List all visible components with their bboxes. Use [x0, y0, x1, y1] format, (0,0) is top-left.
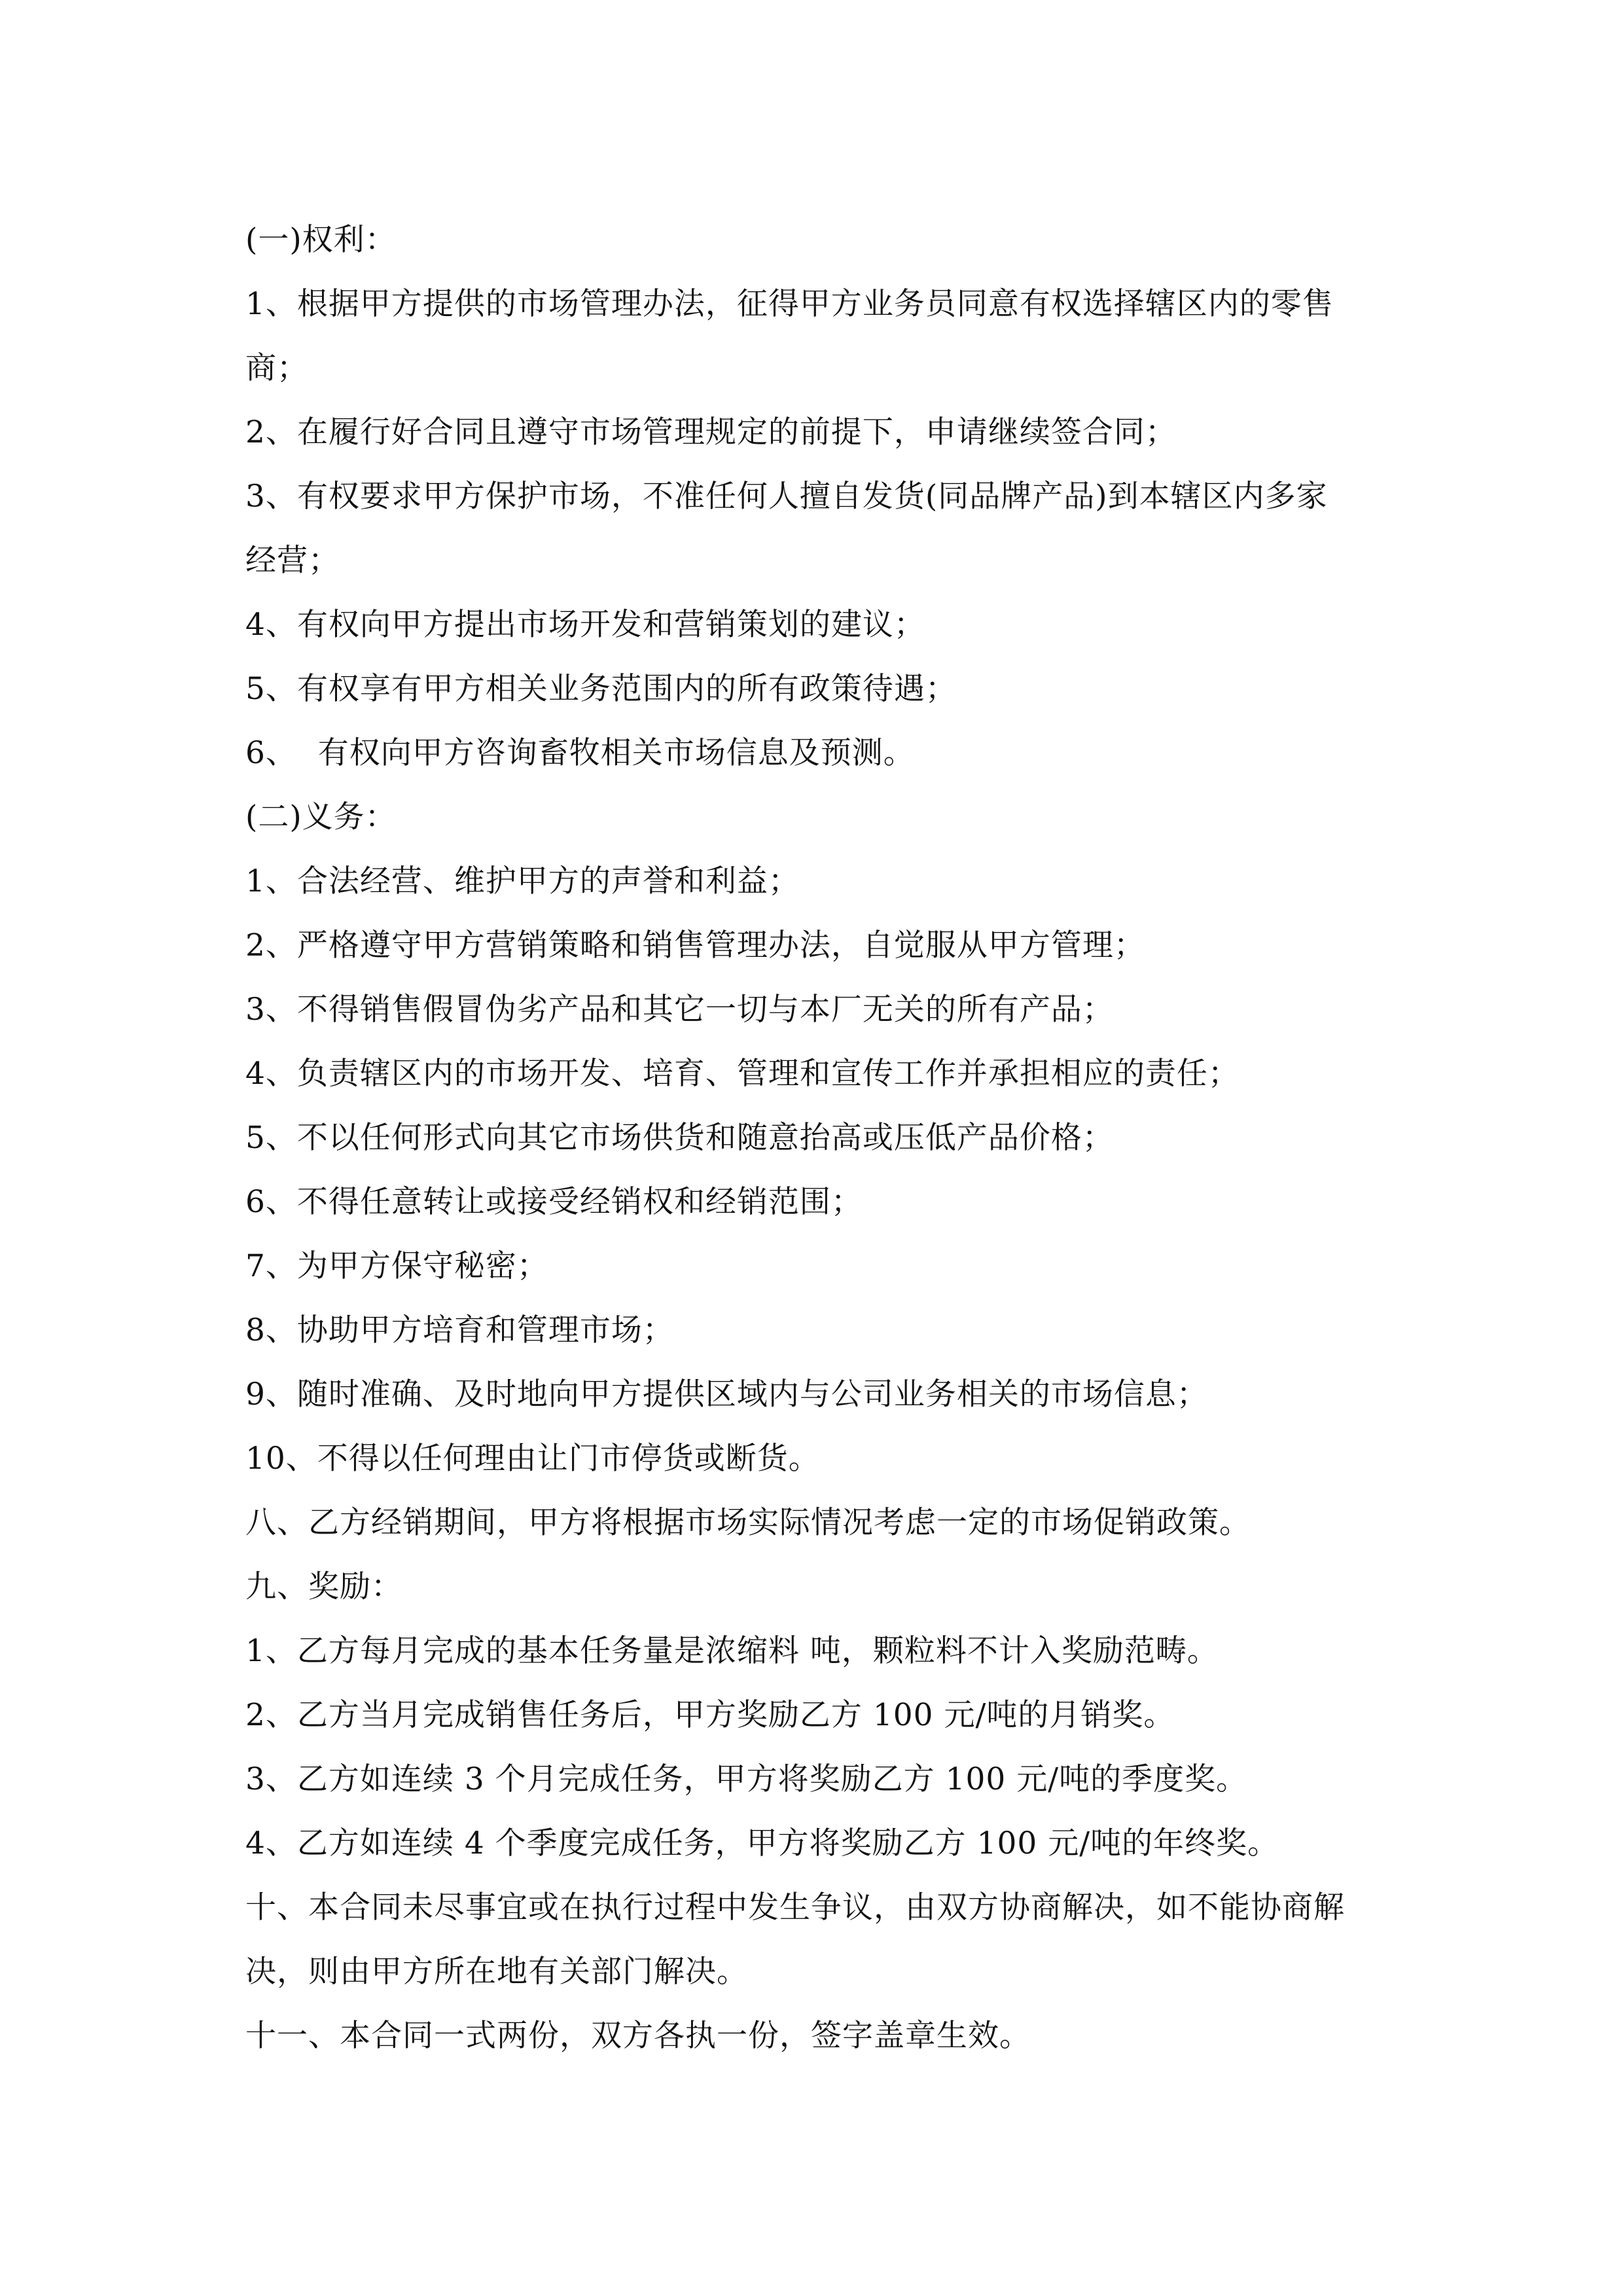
rights-item-3-line-1: 3、有权要求甲方保护市场，不准任何人擅自发货(同品牌产品)到本辖区内多家: [245, 478, 1328, 514]
rights-item-1: [245, 272, 1384, 401]
rights-item-5: 5、有权享有甲方相关业务范围内的所有政策待遇；: [245, 671, 957, 707]
clause-10-line-1: 十、本合同未尽事宜或在执行过程中发生争议，由双方协商解决，如不能协商解: [245, 1890, 1345, 1926]
rights-item-4: 4、有权向甲方提出市场开发和营销策划的建议；: [245, 607, 925, 643]
document-page: [245, 208, 1384, 2068]
clause-11: 十一、本合同一式两份，双方各执一份，签字盖章生效。: [245, 2018, 1031, 2054]
rewards-item-4: 4、乙方如连续 4 个季度完成任务，甲方将奖励乙方 100 元/吨的年终奖。: [245, 1825, 1279, 1861]
duties-item-7: 7、为甲方保守秘密；: [245, 1248, 548, 1284]
duties-item-9: 9、随时准确、及时地向甲方提供区域内与公司业务相关的市场信息；: [245, 1376, 1208, 1412]
duties-item-2: 2、严格遵守甲方营销策略和销售管理办法，自觉服从甲方管理；: [245, 927, 1145, 963]
rewards-item-1: 1、乙方每月完成的基本任务量是浓缩料 吨，颗粒料不计入奖励范畴。: [245, 1633, 1219, 1669]
rewards-item-3: 3、乙方如连续 3 个月完成任务，甲方将奖励乙方 100 元/吨的季度奖。: [245, 1761, 1248, 1797]
clause-8: 八、乙方经销期间，甲方将根据市场实际情况考虑一定的市场促销政策。: [245, 1505, 1251, 1541]
rights-item-3-line-2: 经营；: [245, 543, 340, 579]
duties-item-8: 8、协助甲方培育和管理市场；: [245, 1312, 674, 1348]
rights-item-3: [245, 465, 1384, 593]
duties-item-10: 10、不得以任何理由让门市停货或断货。: [245, 1441, 820, 1477]
rights-item-6: 6、 有权向甲方咨询畜牧相关市场信息及预测。: [245, 735, 915, 771]
rights-item-1-line-2: 商；: [245, 350, 308, 386]
rewards-item-2: 2、乙方当月完成销售任务后，甲方奖励乙方 100 元/吨的月销奖。: [245, 1697, 1175, 1733]
duties-item-5: 5、不以任何形式向其它市场供货和随意抬高或压低产品价格；: [245, 1120, 1114, 1156]
duties-heading: (二)义务：: [245, 799, 397, 835]
rewards-heading: 九、奖励：: [245, 1569, 402, 1605]
rights-item-1-line-1: 1、根据甲方提供的市场管理办法，征得甲方业务员同意有权选择辖区内的零售: [245, 286, 1334, 322]
rights-heading: (一)权利：: [245, 222, 397, 258]
duties-item-6: 6、不得任意转让或接受经销权和经销范围；: [245, 1184, 863, 1220]
duties-item-3: 3、不得销售假冒伪劣产品和其它一切与本厂无关的所有产品；: [245, 992, 1114, 1028]
clause-10-line-2: 决，则由甲方所在地有关部门解决。: [245, 1954, 748, 1990]
rights-item-2: 2、在履行好合同且遵守市场管理规定的前提下，申请继续签合同；: [245, 414, 1177, 450]
duties-item-4: 4、负责辖区内的市场开发、培育、管理和宣传工作并承担相应的责任；: [245, 1056, 1240, 1092]
duties-item-1: 1、合法经营、维护甲方的声誉和利益；: [245, 863, 800, 899]
clause-10: [245, 1876, 1384, 2004]
